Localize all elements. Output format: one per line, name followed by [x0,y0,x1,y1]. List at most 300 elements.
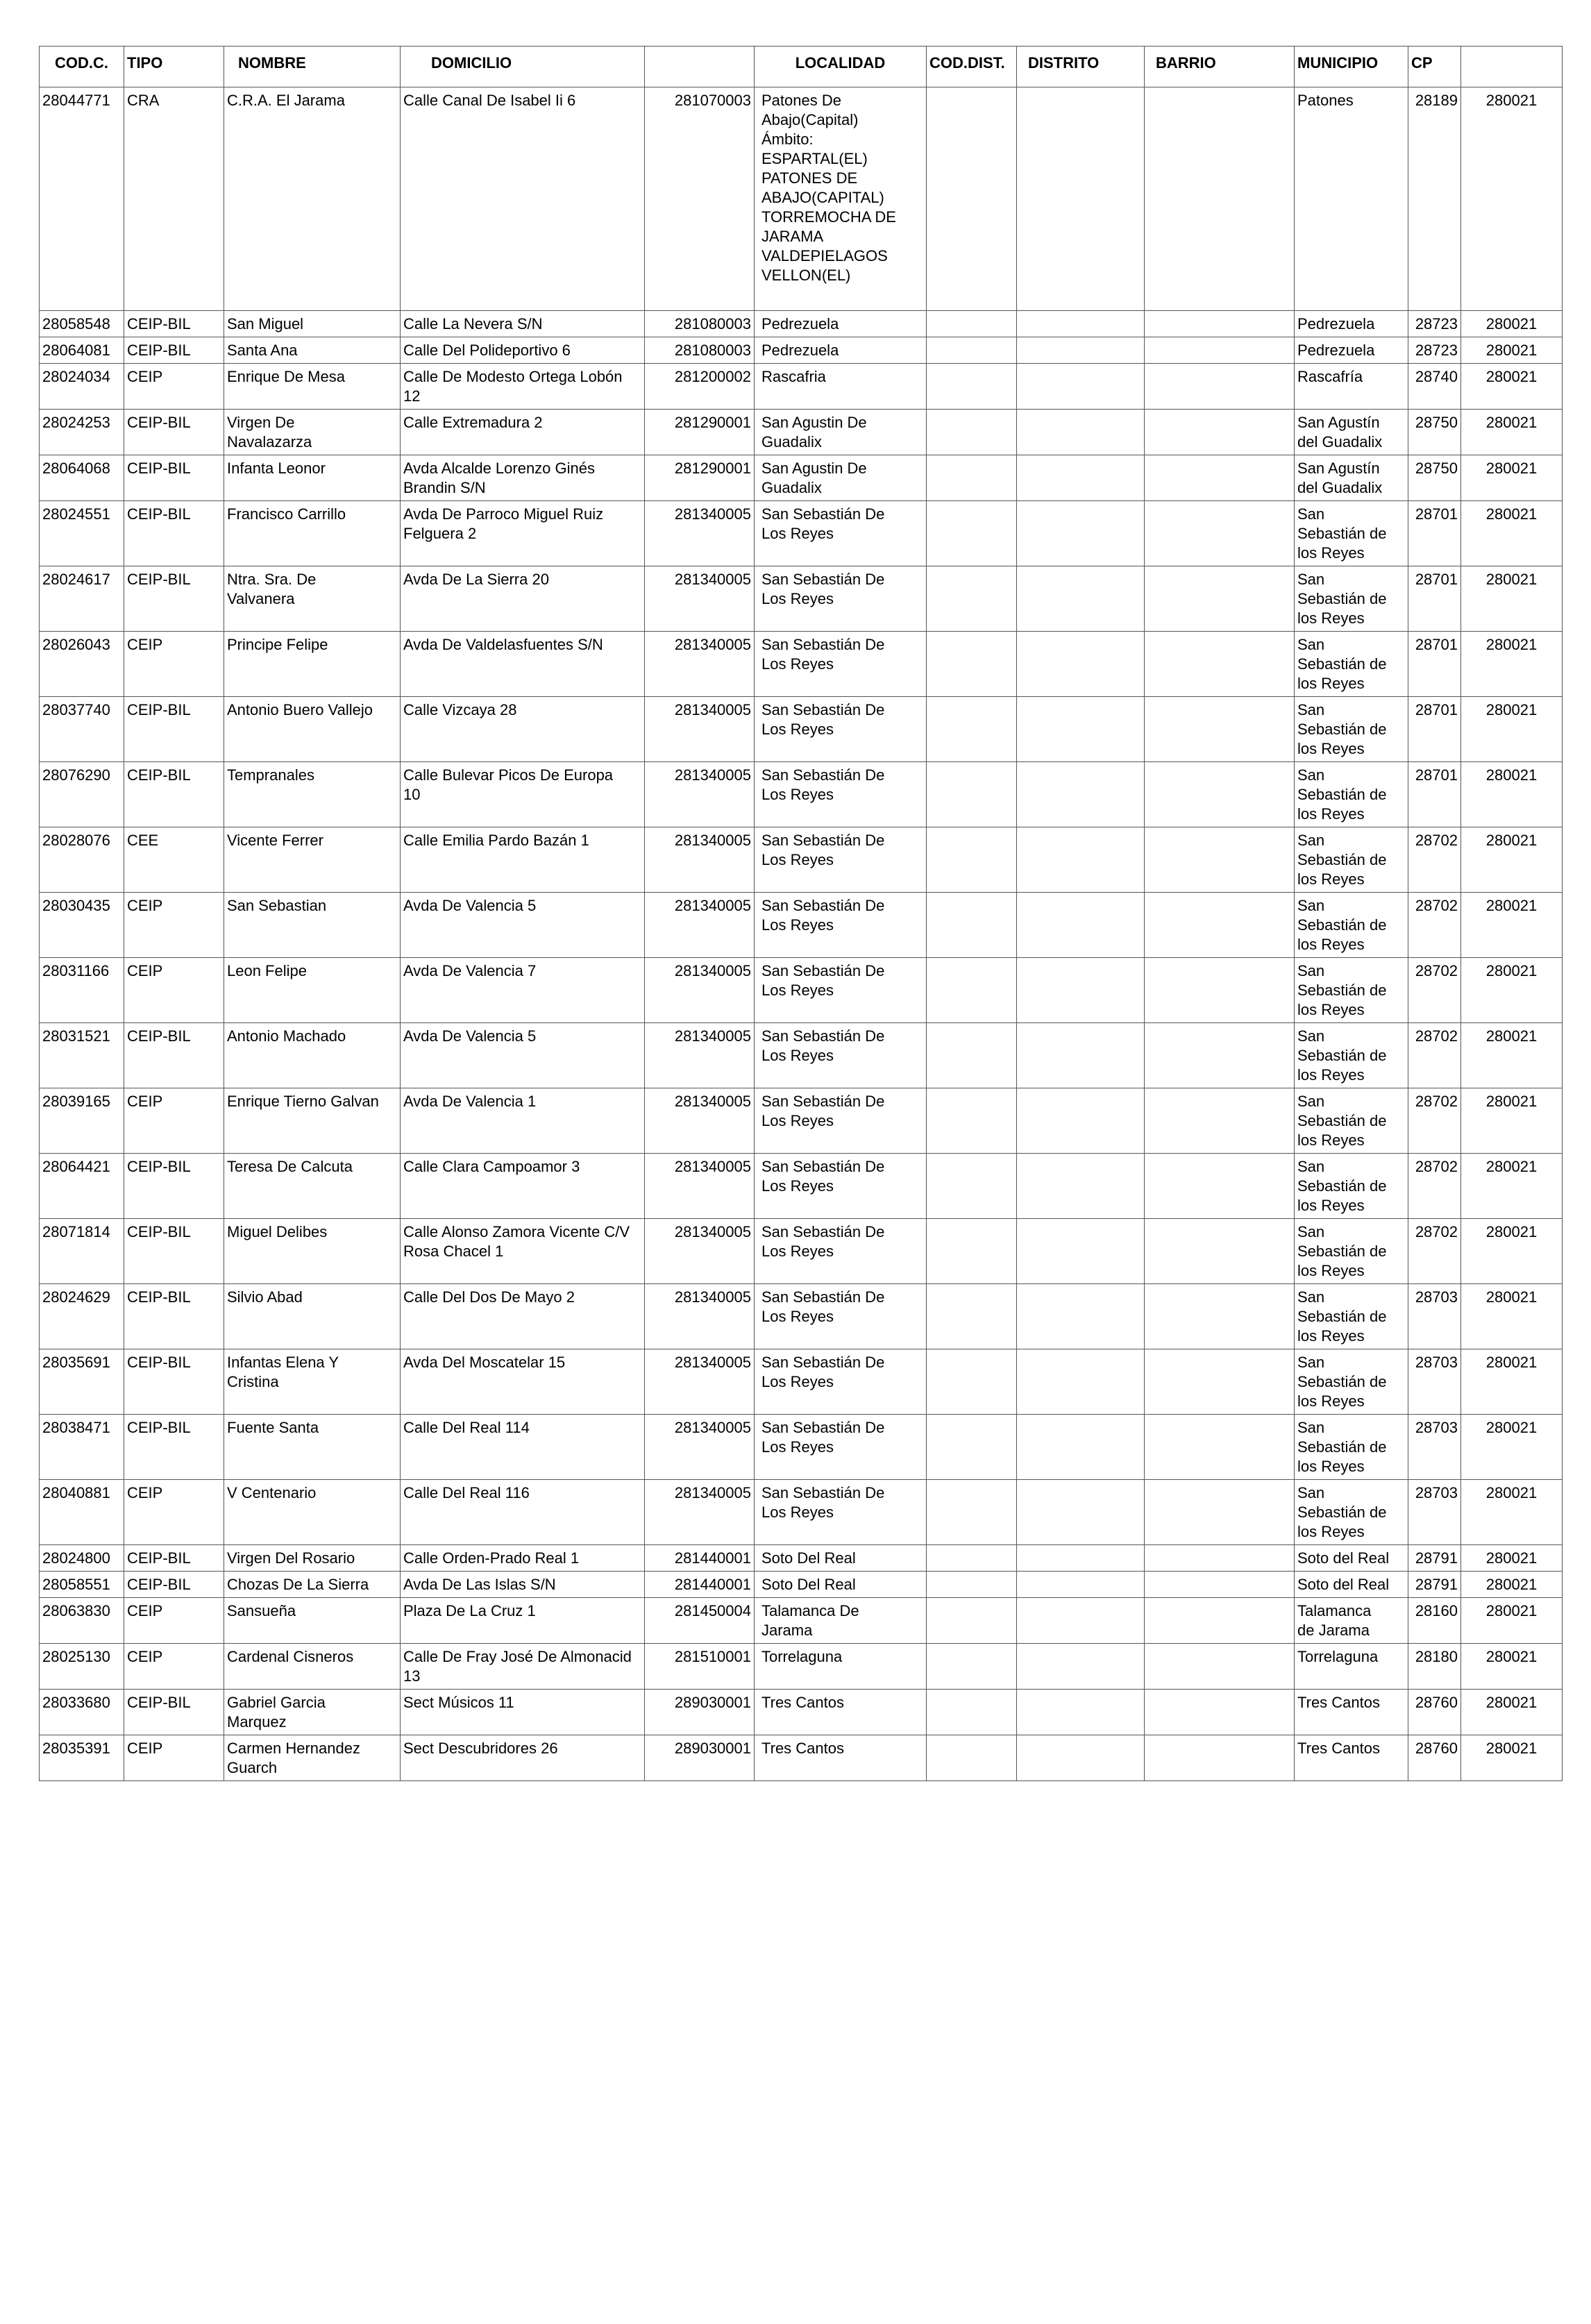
cell-cod-dist [927,1572,1017,1598]
cell-tipo: CEIP [124,1644,224,1690]
cell-localidad: San Sebastián De Los Reyes [755,566,927,632]
cell-cp: 28180 [1408,1644,1461,1690]
cell-barrio [1145,337,1295,364]
cell-code: 281080003 [645,337,755,364]
cell-code: 281340005 [645,1415,755,1480]
cell-code: 281340005 [645,1023,755,1088]
cell-localidad: San Sebastián De Los Reyes [755,1349,927,1415]
cell-cp: 28723 [1408,311,1461,337]
cell-nombre: Chozas De La Sierra [224,1572,401,1598]
table-row [40,1572,1563,1598]
cell-cp: 28760 [1408,1690,1461,1735]
cell-domicilio: Calle Del Real 114 [401,1415,645,1480]
cell-municipio: San Sebastián de los Reyes [1295,1349,1408,1415]
cell-domicilio: Avda De Valencia 7 [401,958,645,1023]
cell-domicilio: Avda De La Sierra 20 [401,566,645,632]
cell-area: 280021 [1461,1088,1563,1154]
cell-area: 280021 [1461,1480,1563,1545]
cell-municipio: San Sebastián de los Reyes [1295,632,1408,697]
cell-municipio: San Sebastián de los Reyes [1295,501,1408,566]
cell-code: 281340005 [645,1154,755,1219]
cell-code: 281080003 [645,311,755,337]
cell-localidad: Tres Cantos [755,1735,927,1781]
cell-cod-c: 28024034 [40,364,124,410]
cell-barrio [1145,1690,1295,1735]
cell-cod-dist [927,1088,1017,1154]
cell-localidad: Soto Del Real [755,1545,927,1572]
cell-cod-c: 28026043 [40,632,124,697]
cell-localidad: San Sebastián De Los Reyes [755,893,927,958]
table-row [40,1598,1563,1644]
cell-cp: 28723 [1408,337,1461,364]
cell-tipo: CEIP-BIL [124,337,224,364]
cell-cod-c: 28064068 [40,455,124,501]
cell-cp: 28703 [1408,1480,1461,1545]
cell-municipio: San Sebastián de los Reyes [1295,1219,1408,1284]
cell-tipo: CEIP [124,1598,224,1644]
cell-barrio [1145,1349,1295,1415]
cell-localidad: Pedrezuela [755,337,927,364]
cell-nombre: Silvio Abad [224,1284,401,1349]
cell-tipo: CEIP-BIL [124,697,224,762]
table-row [40,337,1563,364]
cell-cp: 28750 [1408,455,1461,501]
cell-code: 281440001 [645,1545,755,1572]
cell-code: 289030001 [645,1735,755,1781]
cell-distrito [1017,1219,1145,1284]
cell-barrio [1145,1572,1295,1598]
cell-nombre: Cardenal Cisneros [224,1644,401,1690]
table-row [40,311,1563,337]
cell-municipio: San Sebastián de los Reyes [1295,1088,1408,1154]
cell-domicilio: Calle Del Real 116 [401,1480,645,1545]
cell-distrito [1017,455,1145,501]
cell-nombre: Sansueña [224,1598,401,1644]
cell-nombre: Santa Ana [224,337,401,364]
table-row [40,827,1563,893]
cell-domicilio: Calle Canal De Isabel Ii 6 [401,87,645,311]
cell-domicilio: Plaza De La Cruz 1 [401,1598,645,1644]
table-row [40,762,1563,827]
table-row [40,1219,1563,1284]
cell-cod-c: 28024551 [40,501,124,566]
cell-domicilio: Calle De Fray José De Almonacid 13 [401,1644,645,1690]
cell-distrito [1017,566,1145,632]
cell-domicilio: Sect Descubridores 26 [401,1735,645,1781]
cell-area: 280021 [1461,1415,1563,1480]
cell-municipio: Tres Cantos [1295,1735,1408,1781]
cell-cod-dist [927,893,1017,958]
cell-localidad: San Agustin De Guadalix [755,410,927,455]
cell-area: 280021 [1461,1219,1563,1284]
cell-tipo: CEIP [124,364,224,410]
cell-tipo: CEIP [124,1480,224,1545]
cell-cod-c: 28064421 [40,1154,124,1219]
cell-cod-c: 28038471 [40,1415,124,1480]
cell-cod-dist [927,311,1017,337]
cell-cod-dist [927,1023,1017,1088]
cell-nombre: Principe Felipe [224,632,401,697]
header-code [645,47,755,87]
cell-distrito [1017,1545,1145,1572]
cell-nombre: Enrique Tierno Galvan [224,1088,401,1154]
cell-cod-c: 28063830 [40,1598,124,1644]
cell-cod-dist [927,87,1017,311]
cell-domicilio: Avda Del Moscatelar 15 [401,1349,645,1415]
table-row [40,1284,1563,1349]
cell-cod-dist [927,1415,1017,1480]
cell-nombre: Gabriel Garcia Marquez [224,1690,401,1735]
cell-cp: 28702 [1408,827,1461,893]
cell-tipo: CEIP-BIL [124,1690,224,1735]
cell-localidad: San Sebastián De Los Reyes [755,1088,927,1154]
cell-cp: 28740 [1408,364,1461,410]
cell-nombre: Vicente Ferrer [224,827,401,893]
cell-barrio [1145,311,1295,337]
cell-area: 280021 [1461,958,1563,1023]
cell-distrito [1017,1572,1145,1598]
cell-cp: 28702 [1408,1023,1461,1088]
cell-cod-dist [927,1644,1017,1690]
cell-distrito [1017,958,1145,1023]
cell-code: 281340005 [645,1349,755,1415]
cell-distrito [1017,1284,1145,1349]
table-row [40,1644,1563,1690]
cell-nombre: Antonio Machado [224,1023,401,1088]
header-domicilio: DOMICILIO [401,47,645,87]
cell-cod-dist [927,337,1017,364]
cell-nombre: Tempranales [224,762,401,827]
cell-distrito [1017,1154,1145,1219]
header-area [1461,47,1563,87]
cell-domicilio: Avda De Parroco Miguel Ruiz Felguera 2 [401,501,645,566]
schools-table [39,46,1563,1781]
cell-area: 280021 [1461,410,1563,455]
cell-cod-c: 28024253 [40,410,124,455]
table-row [40,1088,1563,1154]
table-row [40,1690,1563,1735]
cell-area: 280021 [1461,455,1563,501]
cell-tipo: CRA [124,87,224,311]
cell-domicilio: Calle Emilia Pardo Bazán 1 [401,827,645,893]
table-row [40,893,1563,958]
cell-area: 280021 [1461,87,1563,311]
cell-barrio [1145,364,1295,410]
cell-localidad: Rascafria [755,364,927,410]
cell-code: 281340005 [645,1219,755,1284]
cell-barrio [1145,1735,1295,1781]
header-localidad: LOCALIDAD [755,47,927,87]
cell-barrio [1145,410,1295,455]
cell-tipo: CEIP [124,893,224,958]
cell-cp: 28760 [1408,1735,1461,1781]
cell-barrio [1145,1088,1295,1154]
cell-cod-dist [927,1154,1017,1219]
cell-cod-dist [927,1690,1017,1735]
cell-barrio [1145,1598,1295,1644]
cell-distrito [1017,311,1145,337]
cell-tipo: CEIP [124,1735,224,1781]
cell-area: 280021 [1461,1735,1563,1781]
cell-distrito [1017,337,1145,364]
cell-municipio: Tres Cantos [1295,1690,1408,1735]
cell-tipo: CEIP-BIL [124,1154,224,1219]
cell-barrio [1145,827,1295,893]
cell-cod-dist [927,501,1017,566]
cell-municipio: San Sebastián de los Reyes [1295,1284,1408,1349]
cell-cod-dist [927,1349,1017,1415]
table-row [40,697,1563,762]
cell-municipio: Patones [1295,87,1408,311]
table-row [40,566,1563,632]
header-cod-dist: COD.DIST. [927,47,1017,87]
cell-code: 281340005 [645,893,755,958]
cell-area: 280021 [1461,1572,1563,1598]
cell-localidad: San Sebastián De Los Reyes [755,1415,927,1480]
cell-municipio: San Sebastián de los Reyes [1295,827,1408,893]
cell-municipio: San Agustín del Guadalix [1295,455,1408,501]
cell-municipio: San Sebastián de los Reyes [1295,958,1408,1023]
cell-domicilio: Avda De Valencia 5 [401,893,645,958]
cell-nombre: Leon Felipe [224,958,401,1023]
cell-cp: 28701 [1408,762,1461,827]
cell-localidad: San Sebastián De Los Reyes [755,1023,927,1088]
cell-distrito [1017,1644,1145,1690]
cell-domicilio: Calle Alonso Zamora Vicente C/V Rosa Chacel 1 [401,1219,645,1284]
cell-distrito [1017,1349,1145,1415]
cell-municipio: Pedrezuela [1295,311,1408,337]
cell-municipio: Soto del Real [1295,1545,1408,1572]
cell-cod-c: 28040881 [40,1480,124,1545]
cell-domicilio: Calle Del Dos De Mayo 2 [401,1284,645,1349]
cell-cod-c: 28025130 [40,1644,124,1690]
cell-code: 281340005 [645,501,755,566]
cell-code: 281340005 [645,632,755,697]
cell-municipio: San Sebastián de los Reyes [1295,893,1408,958]
cell-tipo: CEIP [124,958,224,1023]
cell-area: 280021 [1461,1545,1563,1572]
cell-localidad: Torrelaguna [755,1644,927,1690]
cell-cod-dist [927,1545,1017,1572]
cell-area: 280021 [1461,364,1563,410]
cell-cod-c: 28037740 [40,697,124,762]
table-body [40,87,1563,1781]
cell-distrito [1017,762,1145,827]
cell-cp: 28701 [1408,566,1461,632]
cell-localidad: Talamanca De Jarama [755,1598,927,1644]
cell-tipo: CEIP-BIL [124,311,224,337]
table-row [40,1349,1563,1415]
cell-domicilio: Avda De Valencia 5 [401,1023,645,1088]
cell-localidad: Pedrezuela [755,311,927,337]
cell-distrito [1017,501,1145,566]
cell-cod-dist [927,827,1017,893]
cell-municipio: San Sebastián de los Reyes [1295,566,1408,632]
cell-distrito [1017,410,1145,455]
table-row [40,1545,1563,1572]
cell-distrito [1017,1088,1145,1154]
cell-nombre: Miguel Delibes [224,1219,401,1284]
cell-cod-c: 28039165 [40,1088,124,1154]
cell-domicilio: Avda De Las Islas S/N [401,1572,645,1598]
cell-localidad: Soto Del Real [755,1572,927,1598]
cell-barrio [1145,1219,1295,1284]
cell-localidad: San Sebastián De Los Reyes [755,1284,927,1349]
cell-cp: 28701 [1408,632,1461,697]
table-row [40,364,1563,410]
cell-area: 280021 [1461,1690,1563,1735]
cell-cp: 28701 [1408,697,1461,762]
cell-distrito [1017,1598,1145,1644]
cell-localidad: San Sebastián De Los Reyes [755,501,927,566]
cell-municipio: San Sebastián de los Reyes [1295,1480,1408,1545]
cell-code: 281340005 [645,1088,755,1154]
cell-nombre: Virgen Del Rosario [224,1545,401,1572]
cell-nombre: San Miguel [224,311,401,337]
cell-cod-dist [927,1284,1017,1349]
cell-area: 280021 [1461,827,1563,893]
cell-area: 280021 [1461,1154,1563,1219]
cell-tipo: CEIP-BIL [124,1284,224,1349]
cell-barrio [1145,762,1295,827]
table-row [40,632,1563,697]
cell-cp: 28791 [1408,1572,1461,1598]
header-municipio: MUNICIPIO [1295,47,1408,87]
header-barrio: BARRIO [1145,47,1295,87]
cell-cod-c: 28058548 [40,311,124,337]
cell-area: 280021 [1461,1598,1563,1644]
cell-domicilio: Calle Vizcaya 28 [401,697,645,762]
cell-nombre: Infantas Elena Y Cristina [224,1349,401,1415]
cell-code: 281510001 [645,1644,755,1690]
cell-cod-dist [927,455,1017,501]
cell-nombre: Teresa De Calcuta [224,1154,401,1219]
cell-domicilio: Calle De Modesto Ortega Lobón 12 [401,364,645,410]
cell-municipio: Torrelaguna [1295,1644,1408,1690]
cell-municipio: Pedrezuela [1295,337,1408,364]
cell-cp: 28160 [1408,1598,1461,1644]
cell-cod-c: 28031521 [40,1023,124,1088]
cell-code: 281290001 [645,410,755,455]
cell-localidad: San Sebastián De Los Reyes [755,762,927,827]
cell-nombre: San Sebastian [224,893,401,958]
cell-nombre: Ntra. Sra. De Valvanera [224,566,401,632]
cell-area: 280021 [1461,1644,1563,1690]
cell-tipo: CEIP-BIL [124,1572,224,1598]
table-row [40,1154,1563,1219]
cell-nombre: Virgen De Navalazarza [224,410,401,455]
cell-tipo: CEIP-BIL [124,1415,224,1480]
table-row [40,87,1563,311]
cell-cp: 28701 [1408,501,1461,566]
cell-nombre: Francisco Carrillo [224,501,401,566]
cell-cod-c: 28024800 [40,1545,124,1572]
cell-cp: 28702 [1408,1088,1461,1154]
cell-cod-dist [927,958,1017,1023]
cell-area: 280021 [1461,762,1563,827]
cell-cod-dist [927,1735,1017,1781]
cell-cod-c: 28033680 [40,1690,124,1735]
cell-code: 289030001 [645,1690,755,1735]
cell-tipo: CEIP-BIL [124,1545,224,1572]
cell-cod-c: 28076290 [40,762,124,827]
cell-localidad: San Agustin De Guadalix [755,455,927,501]
cell-distrito [1017,893,1145,958]
cell-localidad: San Sebastián De Los Reyes [755,1219,927,1284]
table-row [40,410,1563,455]
cell-cp: 28703 [1408,1349,1461,1415]
table-row [40,455,1563,501]
cell-cod-c: 28024617 [40,566,124,632]
cell-barrio [1145,1284,1295,1349]
cell-area: 280021 [1461,337,1563,364]
cell-cod-c: 28044771 [40,87,124,311]
cell-code: 281340005 [645,697,755,762]
cell-tipo: CEIP [124,1088,224,1154]
cell-domicilio: Calle Extremadura 2 [401,410,645,455]
cell-code: 281340005 [645,958,755,1023]
cell-cod-c: 28031166 [40,958,124,1023]
cell-nombre: V Centenario [224,1480,401,1545]
cell-tipo: CEIP-BIL [124,1023,224,1088]
table-row [40,1415,1563,1480]
cell-barrio [1145,1480,1295,1545]
table-row [40,958,1563,1023]
cell-code: 281440001 [645,1572,755,1598]
cell-distrito [1017,1023,1145,1088]
cell-area: 280021 [1461,893,1563,958]
cell-area: 280021 [1461,1023,1563,1088]
cell-code: 281340005 [645,1284,755,1349]
cell-area: 280021 [1461,697,1563,762]
table-row [40,1735,1563,1781]
cell-municipio: Rascafría [1295,364,1408,410]
cell-cod-dist [927,364,1017,410]
cell-nombre: Infanta Leonor [224,455,401,501]
cell-area: 280021 [1461,632,1563,697]
cell-domicilio: Calle Bulevar Picos De Europa 10 [401,762,645,827]
cell-cod-dist [927,1219,1017,1284]
cell-cod-c: 28071814 [40,1219,124,1284]
cell-municipio: San Sebastián de los Reyes [1295,697,1408,762]
cell-distrito [1017,1735,1145,1781]
cell-barrio [1145,958,1295,1023]
cell-code: 281340005 [645,762,755,827]
cell-domicilio: Calle Orden-Prado Real 1 [401,1545,645,1572]
cell-barrio [1145,1545,1295,1572]
cell-cp: 28702 [1408,1154,1461,1219]
cell-domicilio: Calle Del Polideportivo 6 [401,337,645,364]
cell-localidad: Patones De Abajo(Capital) Ámbito: ESPARTAL(EL) PATONES DE ABAJO(CAPITAL) TORREMOCHA DE JARAMA VALDEPIELAGOS VELLON(EL) [755,87,927,311]
cell-code: 281290001 [645,455,755,501]
cell-cp: 28703 [1408,1415,1461,1480]
cell-code: 281200002 [645,364,755,410]
cell-municipio: San Sebastián de los Reyes [1295,1415,1408,1480]
cell-domicilio: Avda De Valencia 1 [401,1088,645,1154]
cell-tipo: CEE [124,827,224,893]
cell-cod-c: 28064081 [40,337,124,364]
cell-tipo: CEIP-BIL [124,410,224,455]
header-cp: CP [1408,47,1461,87]
cell-localidad: San Sebastián De Los Reyes [755,632,927,697]
cell-code: 281340005 [645,566,755,632]
cell-cod-c: 28028076 [40,827,124,893]
cell-cod-c: 28030435 [40,893,124,958]
cell-tipo: CEIP-BIL [124,1219,224,1284]
cell-domicilio: Calle Clara Campoamor 3 [401,1154,645,1219]
cell-cod-dist [927,566,1017,632]
table-row [40,1480,1563,1545]
